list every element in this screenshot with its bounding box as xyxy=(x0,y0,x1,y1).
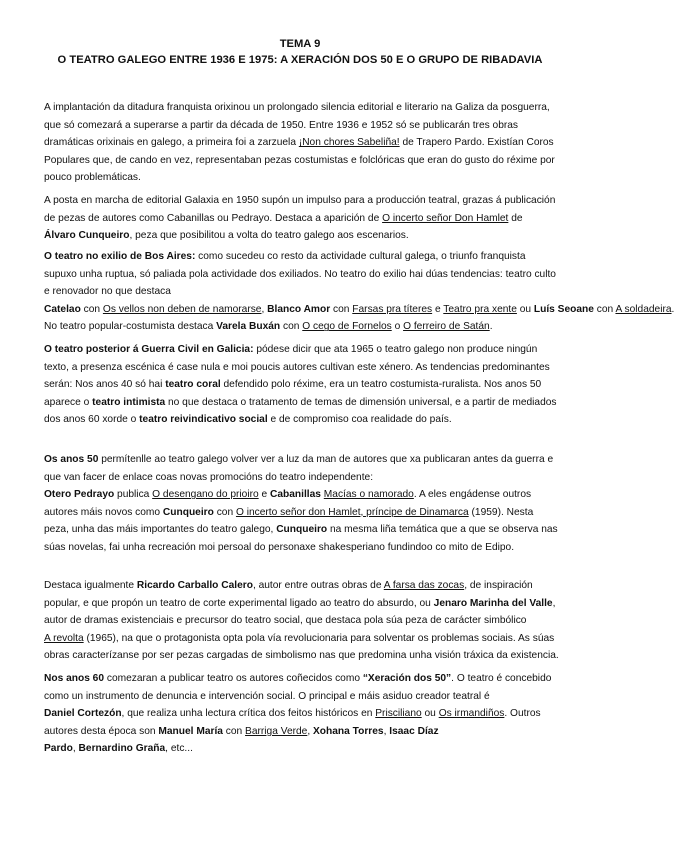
author-name: Xohana Torres xyxy=(313,725,384,737)
author-name: Catelao xyxy=(44,303,81,315)
work-title: O incerto señor don Hamlet, príncipe de Dinamarca xyxy=(235,506,469,518)
text: , xyxy=(72,743,79,755)
work-title: Teatro pra xente xyxy=(443,303,517,315)
text: . xyxy=(489,321,493,333)
author-name: Ricardo Carballo Calero xyxy=(136,580,253,591)
text: ou xyxy=(421,708,439,720)
text: . Outros autores desta época son xyxy=(44,708,541,737)
text: e xyxy=(432,303,444,315)
text: con xyxy=(330,303,353,315)
paragraph-exile-theatre xyxy=(44,248,672,336)
text: No teatro popular-costumista destaca xyxy=(44,321,214,333)
paragraph-postwar-theatre xyxy=(44,341,560,429)
text: Destaca igualmente xyxy=(44,580,137,591)
text: , autor de dramas existenciais e precursor do teatro social, que destaca pola súa peza de carácter simbólico xyxy=(44,597,556,627)
work-title: O incerto señor Don Hamlet xyxy=(382,212,509,224)
paragraph-fifties xyxy=(44,451,560,557)
text: con xyxy=(80,303,103,315)
text: comezaran a publicar teatro os autores coñecidos como xyxy=(104,673,363,684)
text: , xyxy=(307,725,314,737)
text: permítenlle ao teatro galego volver ver a luz da man de autores que xa publicaran antes da guerra e que van facer de enlace coas novas promocións do teatro independente: xyxy=(44,454,554,483)
text: no que destaca o tratamento de temas de dimensión universal, e a partir de mediados dos anos 60 xorde o xyxy=(44,396,557,426)
author-name: Daniel Cortezón xyxy=(44,708,122,720)
author-name: Bernardino Graña xyxy=(78,743,166,755)
text: , xyxy=(261,303,268,315)
text: na mesma liña temática que a que se observa nas súas novelas, fai unha recreación moi persoal do personaxe shakesperiano fundindoo co mito de Edipo. xyxy=(44,524,558,553)
text: publica xyxy=(114,489,153,501)
section-heading: Os anos 50 xyxy=(44,454,99,465)
author-name: Cunqueiro xyxy=(276,524,328,536)
work-title: O ferreiro de Satán xyxy=(403,321,490,333)
text: , etc... xyxy=(165,743,193,755)
highlight-term: teatro intimista xyxy=(92,396,166,408)
author-name: Otero Pedrayo xyxy=(44,489,115,501)
text: A implantación da ditadura franquista orixinou un prolongado silencia editorial e literario na Galiza da posguerra, que só comezará a superarse a partir da década de 1950. Entre 1936 e 1952 só se publicarán tres obras dramáticas orixinais en galego, a primeira foi a zarzuela xyxy=(44,102,550,149)
author-name: Blanco Amor xyxy=(267,303,331,315)
text: ou xyxy=(516,303,534,315)
work-title: Prisciliano xyxy=(375,708,422,720)
work-title: A soldadeira xyxy=(615,303,672,315)
text: . O teatro é concebido como un instrumento de denuncia e intervención social. O principal e máis asiduo creador teatral é xyxy=(44,673,552,702)
text: con xyxy=(593,303,616,315)
text: A posta en marcha de editorial Galaxia en 1950 supón un impulso para a producción teatral, grazas á publicación de pezas de autores como Cabanillas ou Pedrayo. Destaca a aparición de xyxy=(44,195,556,224)
highlight-term: teatro reivindicativo social xyxy=(139,414,268,426)
paragraph-francoist-silence xyxy=(44,99,560,187)
work-title: Os irmandiños xyxy=(438,708,505,720)
author-name: Varela Buxán xyxy=(216,321,281,333)
author-name: Cunqueiro xyxy=(162,506,214,518)
text: e de compromiso coa realidade do país. xyxy=(267,414,452,426)
work-title: Macías o namorado xyxy=(323,489,414,501)
document-title: O TEATRO GALEGO ENTRE 1936 E 1975: A XERACIÓN DOS 50 E O GRUPO DE RIBADAVIA xyxy=(57,54,543,66)
work-title: Barriga Verde xyxy=(245,725,308,737)
text: con xyxy=(280,321,303,333)
author-name: Cabanillas xyxy=(269,489,321,501)
author-name: Isaac Díaz Pardo xyxy=(44,725,439,755)
highlight-term: “Xeración dos 50” xyxy=(362,673,452,684)
text: pódese dicir que ata 1965 o teatro galego non produce ningún texto, a presenza escénica é case nula e moi poucis autores cultivan este xénero. As tendencias predominantes serán: Nos anos 40 só hai xyxy=(44,344,550,391)
text: , peza que posibilitou a volta do teatro galego aos escenarios. xyxy=(129,230,409,242)
text: como sucedeu co resto da actividade cultural galega, o triunfo franquista supuxo unha ruptua, só paliada pola actividade dos exiliados. No teatro do exilio hai dúas tendencias: teatro culto e renovador no que destaca xyxy=(44,251,556,298)
author-name: Luís Seoane xyxy=(533,303,594,315)
section-heading: O teatro posterior á Guerra Civil en Galicia: xyxy=(44,344,254,355)
text: con xyxy=(222,725,246,737)
work-title: Os vellos non deben de namorarse xyxy=(102,303,262,315)
author-name: Manuel María xyxy=(158,725,223,737)
text: , autor entre outras obras de xyxy=(252,580,384,591)
work-title: A farsa das zocas xyxy=(383,580,465,591)
text: (1965), na que o protagonista opta pola vía revolucionaria para solventar os problemas sociais. As súas obras caracterízanse por ser pezas cargadas de simbolismo nas que predomina unha visión tráxica da existencia. xyxy=(44,632,559,662)
text: e xyxy=(258,489,270,501)
paragraph-sixties xyxy=(44,670,560,758)
text: . A eles engádense outros autores máis novos como xyxy=(44,489,532,518)
document-title-number: TEMA 9 xyxy=(279,38,321,50)
author-name: Jenaro Marinha del Valle xyxy=(433,597,553,609)
work-title: O cego de Fornelos xyxy=(302,321,392,333)
work-title: O desengano do prioiro xyxy=(152,489,259,501)
author-name: Álvaro Cunqueiro xyxy=(44,230,130,242)
text: defendido polo réxime, era un teatro costumista-ruralista. Nos anos 50 aparece o xyxy=(44,379,542,408)
text: (1959). Nesta peza, unha das máis importantes do teatro galego, xyxy=(44,506,534,536)
work-title: Farsas pra títeres xyxy=(352,303,433,315)
paragraph-carballo-marinha xyxy=(44,577,560,665)
text: de Trapero Pardo. Existían Coros Populares que, de cando en vez, representaban pezas costumistas e folclóricas que eran do gusto do réxime por pouco problemáticas. xyxy=(44,137,555,184)
text: con xyxy=(213,506,236,518)
text: o xyxy=(391,321,404,333)
section-heading: O teatro no exilio de Bos Aires: xyxy=(44,251,196,262)
text: de xyxy=(508,212,523,224)
text: , que realiza unha lectura crítica dos feitos históricos en xyxy=(121,708,376,720)
work-title: ¡Non chores Sabeliña! xyxy=(298,137,400,149)
work-title: A revolta xyxy=(44,632,84,644)
section-heading: Nos anos 60 xyxy=(44,673,105,684)
highlight-term: teatro coral xyxy=(165,379,221,391)
text: , de inspiración popular, e que propón un teatro de corte experimental ligado ao teatro do absurdo, ou xyxy=(44,580,533,609)
paragraph-galaxia xyxy=(44,192,560,245)
text: , xyxy=(383,725,390,737)
